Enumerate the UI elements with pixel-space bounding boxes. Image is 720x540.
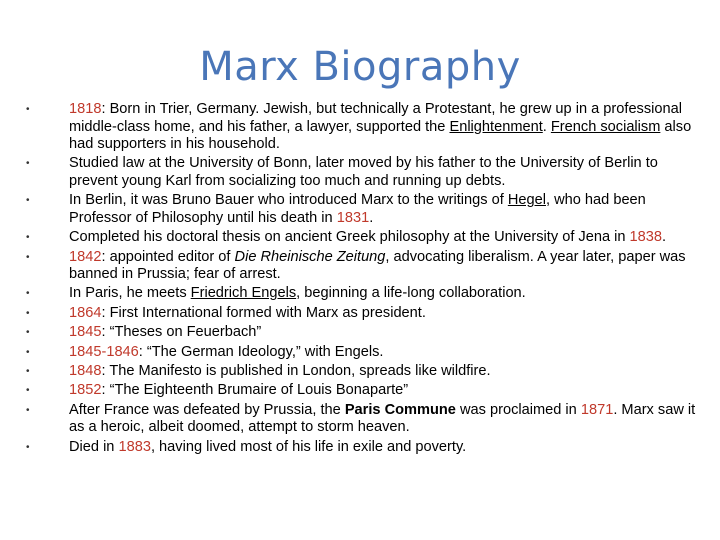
bullet-marker: • <box>26 195 30 207</box>
bullet-item <box>26 155 696 190</box>
bullet-text: , beginning a life-long collaboration. <box>296 285 526 302</box>
bullet-marker: • <box>26 307 30 319</box>
bullet-text: : The Manifesto is published in London, spreads like wildfire. <box>101 363 491 380</box>
biography-bullet-list <box>26 101 696 458</box>
date-text: 1871 <box>580 401 614 418</box>
bullet-item <box>26 382 696 400</box>
bullet-marker: • <box>26 441 30 453</box>
bullet-marker: • <box>26 385 30 397</box>
bullet-text: : appointed editor of <box>101 248 235 265</box>
bullet-marker: • <box>26 404 30 416</box>
bullet-text: Paris Commune <box>344 401 456 418</box>
bullet-marker: • <box>26 327 30 339</box>
bullet-text: . <box>662 229 667 246</box>
underlined-term: Friedrich Engels <box>190 285 297 302</box>
bullet-item <box>26 363 696 381</box>
bullet-item <box>26 285 696 303</box>
slide-title: Marx Biography <box>199 44 521 90</box>
bullet-text: . <box>369 209 374 226</box>
bullet-marker: • <box>26 104 30 115</box>
bullet-text: Die Rheinische Zeitung <box>234 248 386 265</box>
bullet-text: was proclaimed in <box>455 401 581 418</box>
bullet-marker: • <box>26 251 30 263</box>
date-text: 1831 <box>336 209 370 226</box>
bullet-text: : “The Eighteenth Brumaire of Louis Bonaparte” <box>101 382 409 399</box>
bullet-text: Studied law at the University of Bonn, later moved by his father to the University of Berlin to prevent young Karl from socializing too much and running up debts. <box>69 155 658 189</box>
bullet-item <box>26 229 696 247</box>
bullet-text: , who had been Professor of Philosophy until his death in <box>69 192 646 226</box>
bullet-item <box>26 192 696 227</box>
date-text: 1848 <box>69 363 102 380</box>
bullet-marker: • <box>26 232 30 244</box>
date-text: 1818 <box>69 101 102 117</box>
underlined-term: Hegel <box>507 192 546 209</box>
bullet-marker: • <box>26 158 30 170</box>
bullet-item <box>26 101 696 154</box>
bullet-text: After France was defeated by Prussia, the <box>69 401 345 418</box>
date-text: 1864 <box>69 304 102 321</box>
underlined-term: French socialism <box>550 118 661 135</box>
bullet-item <box>26 439 696 457</box>
bullet-text: . Marx saw it as a heroic, albeit doomed, attempt to storm heaven. <box>69 401 696 436</box>
bullet-text: : “The German Ideology,” with Engels. <box>138 343 384 360</box>
date-text: 1883 <box>118 438 151 455</box>
bullet-item <box>26 249 696 284</box>
bullet-text: Died in <box>69 438 119 455</box>
bullet-text: : First International formed with Marx as president. <box>101 304 426 321</box>
date-text: 1852 <box>69 382 102 399</box>
bullet-item <box>26 305 696 323</box>
bullet-item <box>26 402 696 437</box>
underlined-term: Enlightenment <box>449 118 543 135</box>
bullet-text: , having lived most of his life in exile and poverty. <box>150 438 467 455</box>
bullet-item <box>26 344 696 362</box>
bullet-text: , advocating liberalism. A year later, paper was banned in Prussia; fear of arrest. <box>69 248 686 283</box>
bullet-marker: • <box>26 366 30 378</box>
bullet-marker: • <box>26 346 30 358</box>
date-text: 1838 <box>629 229 663 246</box>
date-text: 1845-1846 <box>69 343 139 360</box>
bullet-text: Completed his doctoral thesis on ancient Greek philosophy at the University of Jena in <box>69 229 630 246</box>
bullet-marker: • <box>26 288 30 300</box>
bullet-item <box>26 324 696 342</box>
bullet-text: also had supporters in his household. <box>69 118 692 152</box>
bullet-text: In Berlin, it was Bruno Bauer who introduced Marx to the writings of <box>69 192 508 209</box>
date-text: 1842 <box>69 248 102 265</box>
date-text: 1845 <box>69 324 102 341</box>
bullet-text: In Paris, he meets <box>69 285 191 302</box>
bullet-text: . <box>542 118 551 135</box>
bullet-text: : “Theses on Feuerbach” <box>101 324 262 341</box>
bullet-text: : Born in Trier, Germany. Jewish, but technically a Protestant, he grew up in a professional middle-class home, and his father, a lawyer, supported the <box>69 101 682 135</box>
